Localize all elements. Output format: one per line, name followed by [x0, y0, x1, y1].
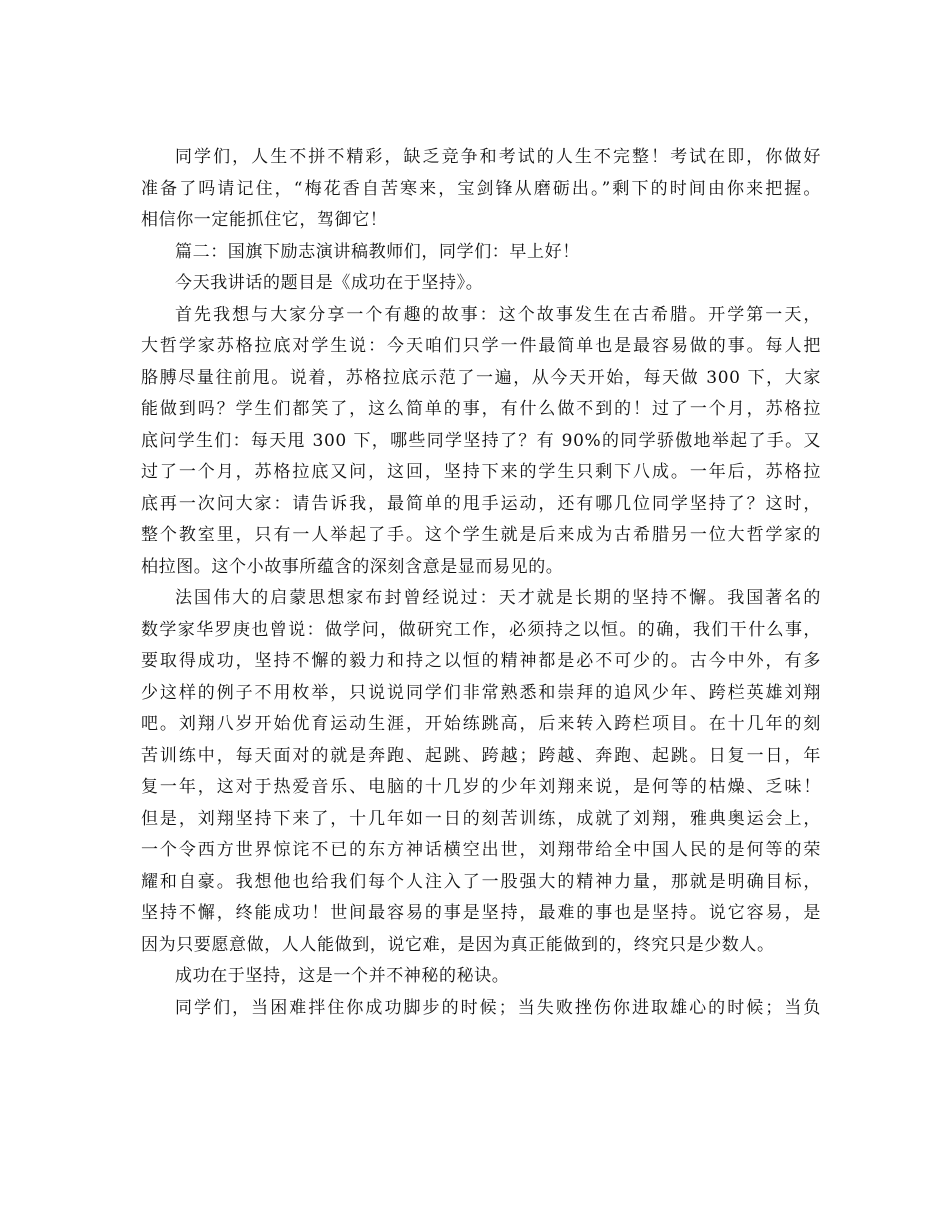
paragraph-liu-xiang [141, 583, 821, 961]
text-line: 坚持不懈，终能成功！世间最容易的事是坚持，最难的事也是坚持。说它容易，是 [141, 903, 821, 923]
text-line: 相信你一定能抓住它，驾御它！ [141, 210, 388, 230]
text-line: 法国伟大的启蒙思想家布封曾经说过：天才就是长期的坚持不懈。我国著名的 [175, 588, 821, 608]
paragraph-when-difficulty [141, 993, 821, 1025]
paragraph-socrates-story [141, 300, 821, 584]
document-body [141, 142, 821, 1024]
text-line: 过了一个月，苏格拉底又问，这回，坚持下来的学生只剩下八成。一年后，苏格拉 [141, 462, 821, 482]
text-line: 要取得成功，坚持不懈的毅力和持之以恒的精神都是必不可少的。古今中外，有多 [141, 651, 821, 671]
text-line: 复一年，这对于热爱音乐、电脑的十几岁的少年刘翔来说，是何等的枯燥、乏味！ [141, 777, 821, 797]
text-line: 因为只要愿意做，人人能做到，说它难，是因为真正能做到的，终究只是少数人。 [141, 934, 775, 955]
text-line: 能做到吗？学生们都笑了，这么简单的事，有什么做不到的！过了一个月，苏格拉 [141, 399, 821, 419]
text-line: 胳膊尽量往前甩。说着，苏格拉底示范了一遍，从今天开始，每天做 300 下，大家 [141, 367, 821, 388]
text-line: 成功在于坚持，这是一个并不神秘的秘诀。 [175, 966, 510, 986]
text-line: 今天我讲话的题目是《成功在于坚持》。 [175, 273, 484, 293]
paragraph-section-heading [141, 237, 821, 269]
text-line: 但是，刘翔坚持下来了，十几年如一日的刻苦训练，成就了刘翔，雅典奥运会上， [141, 808, 821, 829]
text-line: 底问学生们：每天甩 300 下，哪些同学坚持了？有 90%的同学骄傲地举起了手。又 [141, 430, 821, 451]
text-line: 大哲学家苏格拉底对学生说：今天咱们只学一件最简单也是最容易做的事。每人把 [141, 336, 821, 356]
text-line: 同学们，人生不拼不精彩，缺乏竞争和考试的人生不完整！考试在即，你做好 [175, 147, 821, 167]
text-line: 数学家华罗庚也曾说：做学问，做研究工作，必须持之以恒。的确，我们干什么事， [141, 619, 821, 640]
text-line: 同学们，当困难拌住你成功脚步的时候；当失败挫伤你进取雄心的时候；当负 [175, 997, 821, 1018]
text-line: 一个令西方世界惊诧不已的东方神话横空出世，刘翔带给全中国人民的是何等的荣 [141, 840, 821, 860]
paragraph-secret-of-success [141, 961, 821, 993]
text-line: 耀和自豪。我想他也给我们每个人注入了一股强大的精神力量，那就是明确目标， [141, 871, 821, 892]
paragraph-exam-encouragement [141, 142, 821, 237]
text-line: 首先我想与大家分享一个有趣的故事：这个故事发生在古希腊。开学第一天， [175, 304, 821, 325]
text-line: 苦训练中，每天面对的就是奔跑、起跳、跨越；跨越、奔跑、起跳。日复一日，年 [141, 745, 821, 766]
text-line: 底再一次问大家：请告诉我，最简单的甩手运动，还有哪几位同学坚持了？这时， [141, 493, 821, 514]
text-line: 少这样的例子不用枚举，只说说同学们非常熟悉和崇拜的追风少年、跨栏英雄刘翔 [141, 682, 821, 703]
text-line: 吧。刘翔八岁开始优育运动生涯，开始练跳高，后来转入跨栏项目。在十几年的刻 [141, 714, 821, 734]
text-line: 准备了吗请记住，“梅花香自苦寒来，宝剑锋从磨砺出。”剩下的时间由你来把握。 [141, 178, 821, 199]
text-line: 篇二：国旗下励志演讲稿教师们，同学们：早上好！ [175, 241, 580, 262]
text-line: 整个教室里，只有一人举起了手。这个学生就是后来成为古希腊另一位大哲学家的 [141, 525, 821, 545]
paragraph-speech-title [141, 268, 821, 300]
text-line: 柏拉图。这个小故事所蕴含的深刻含意是显而易见的。 [141, 556, 564, 577]
